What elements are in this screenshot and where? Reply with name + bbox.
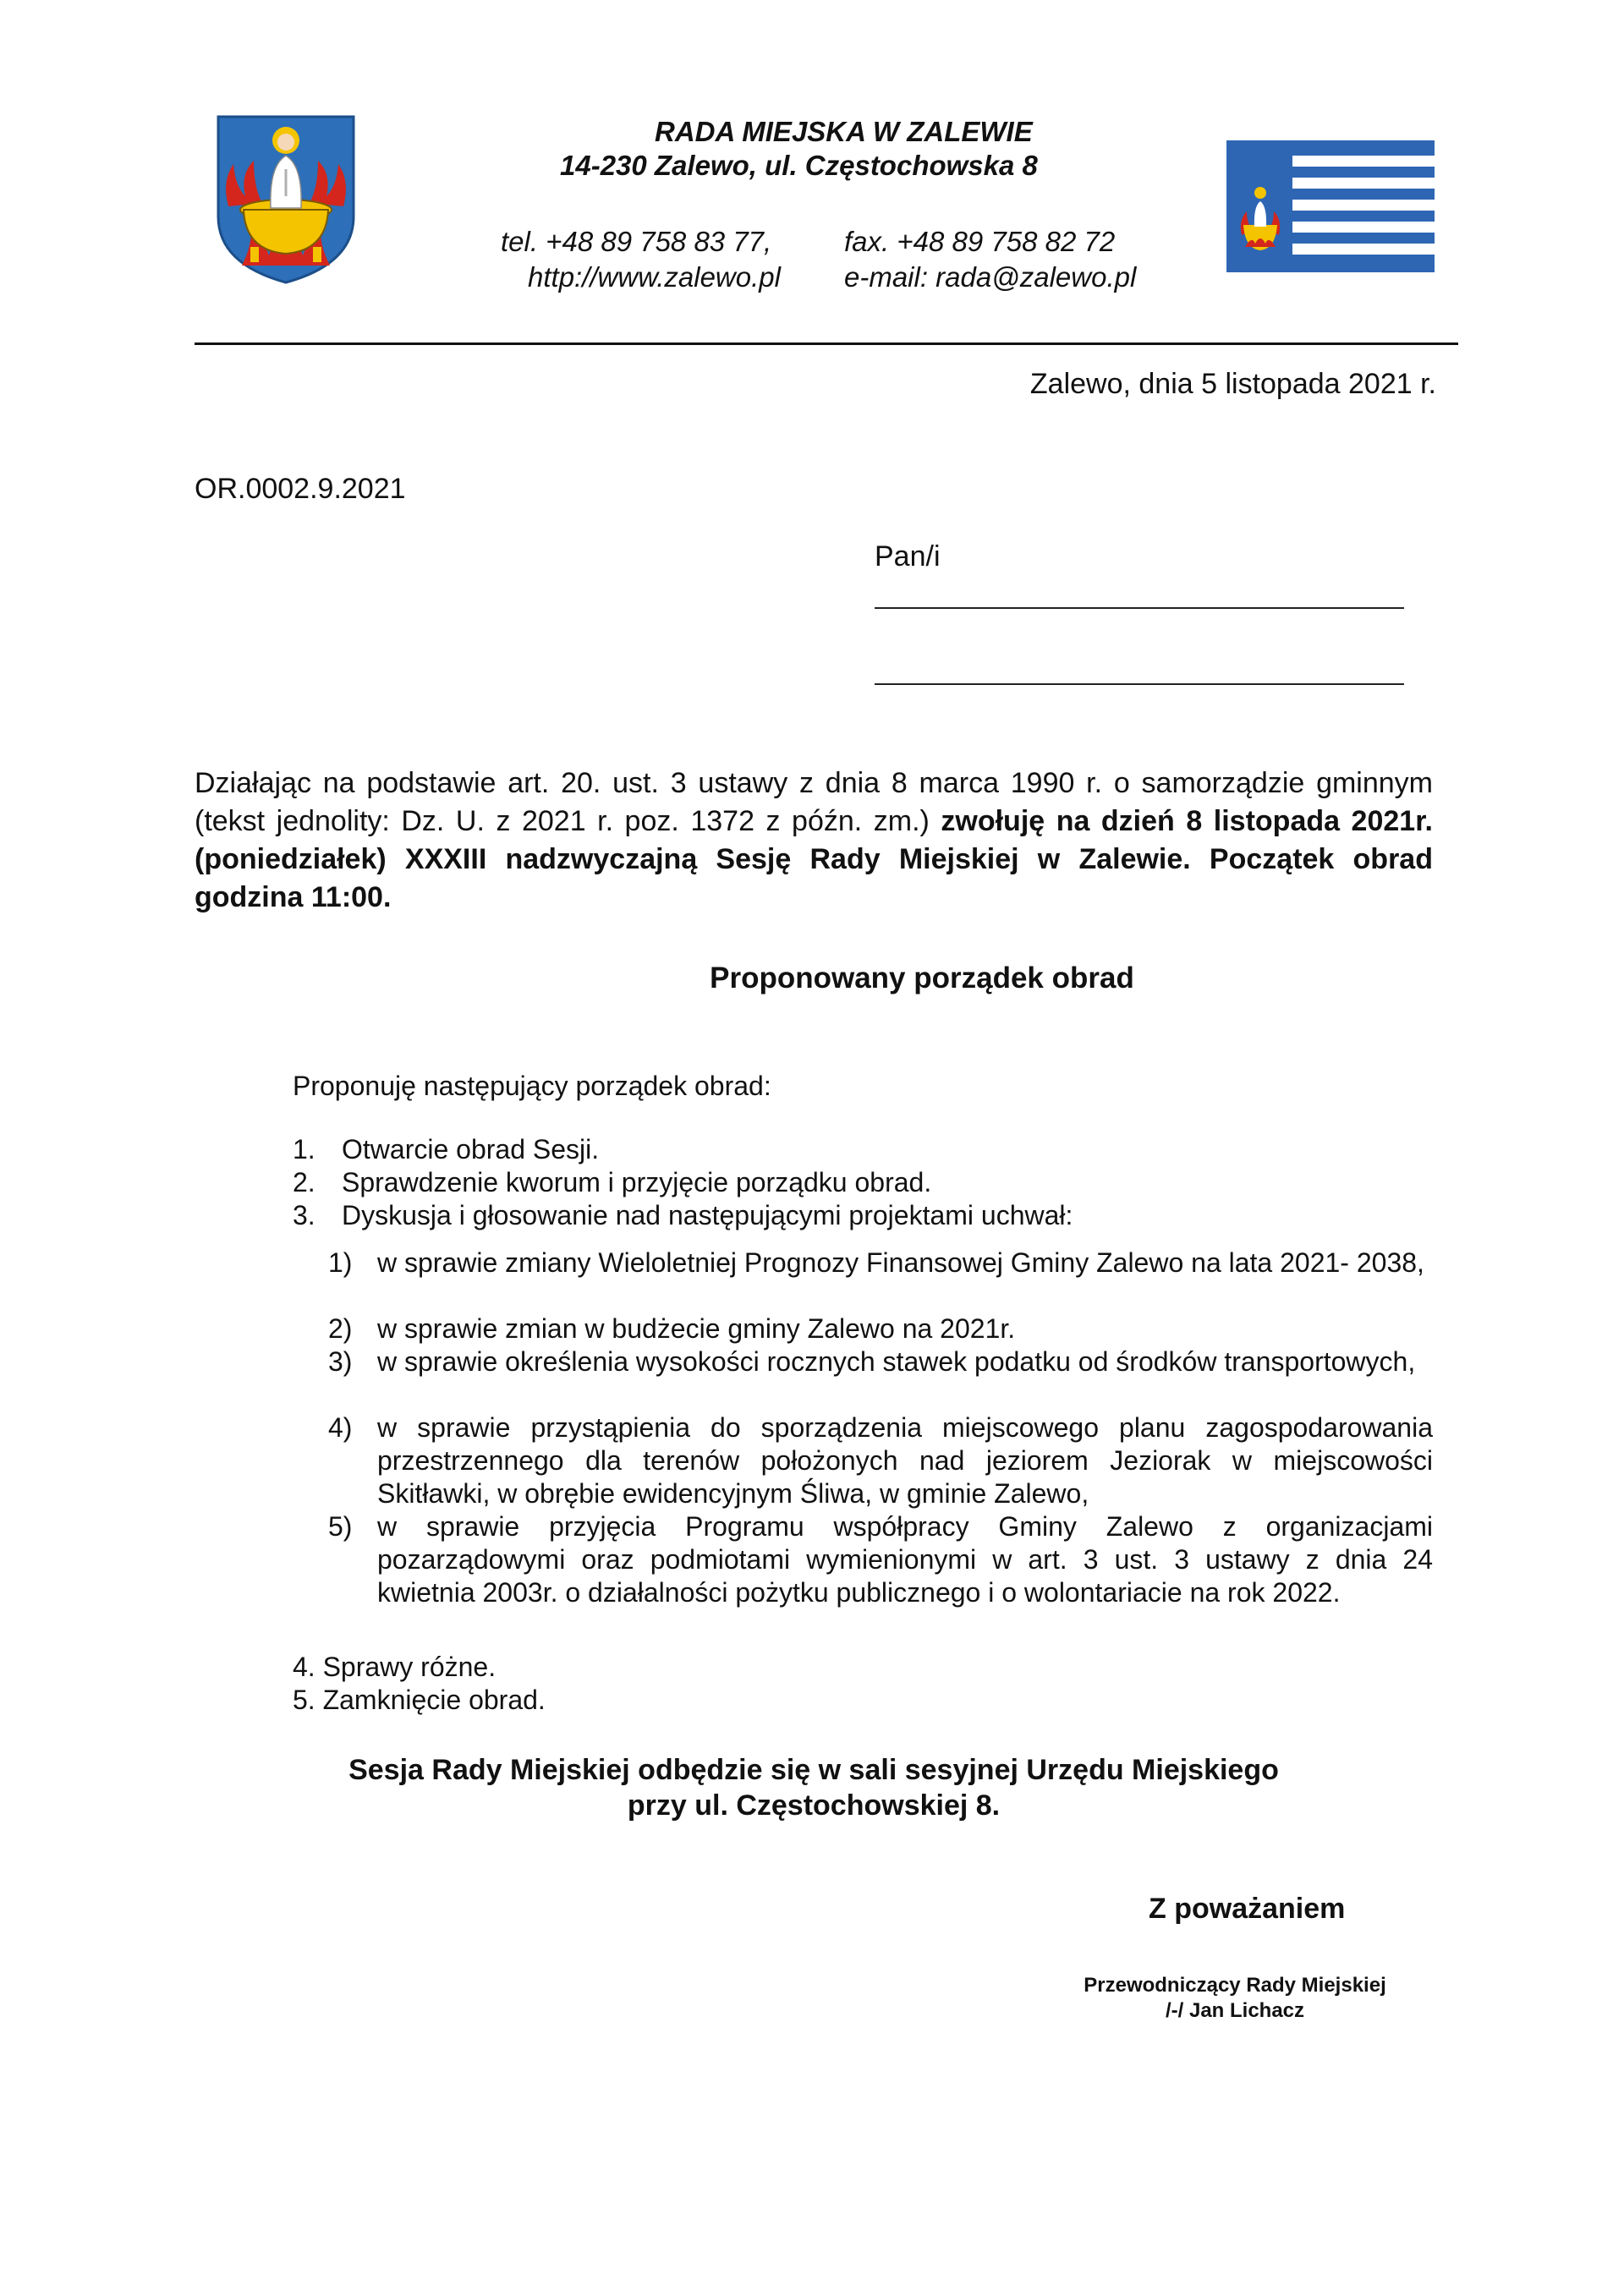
agenda-item-1 [293,1133,1426,1166]
agenda-subitem-3 [328,1345,1433,1378]
session-location-note [195,1752,1433,1823]
agenda-subitem-number: 4) [328,1412,353,1443]
signatory-name: /-/ Jan Lichacz [1165,1999,1305,2022]
agenda-subitem-text: w sprawie przyjęcia Programu współpracy Gminy Zalewo z organizacjami pozarządowymi oraz podmiotami wymienionymi w art. 3 ust. 3 ustawy z dnia 24 kwietnia 2003r. o działalności pożytku publicznego i o wolontariacie na rok 2022. [377,1511,1433,1608]
email-link[interactable]: e-mail: rada@zalewo.pl [844,261,1137,293]
agenda-lead: Proponuję następujący porządek obrad: [293,1071,771,1101]
agenda-item-4: 4. Sprawy różne. [293,1652,497,1682]
recipient-label: Pan/i [875,540,941,573]
agenda-item-number: 1. [293,1134,315,1164]
phone-number: tel. +48 89 758 83 77, [501,226,772,257]
convocation-paragraph [195,764,1433,917]
agenda-subitem-number: 5) [328,1511,353,1542]
letter-date: Zalewo, dnia 5 listopada 2021 r. [1029,368,1436,400]
session-location-line-2: przy ul. Częstochowskiej 8. [627,1789,1001,1822]
website-link[interactable]: http://www.zalewo.pl [528,261,781,293]
agenda-subitem-number: 1) [328,1247,353,1278]
coat-of-arms-logo [217,115,355,284]
reference-number: OR.0002.9.2021 [195,473,406,505]
agenda-subitem-5 [328,1510,1433,1609]
agenda-subitem-text: w sprawie przystąpienia do sporządzenia miejscowego planu zagospodarowania przestrzennego dla terenów położonych nad jeziorem Jeziorak w miejscowości Skitławki, w obrębie ewidencyjnym Śliwa, w gminie Zalewo, [377,1412,1433,1509]
regards-text: Z poważaniem [1149,1893,1346,1925]
agenda-subitem-number: 2) [328,1313,353,1344]
org-address: 14-230 Zalewo, ul. Częstochowska 8 [560,150,1038,181]
agenda-subitem-number: 3) [328,1346,353,1377]
agenda-subitem-text: w sprawie zmian w budżecie gminy Zalewo na 2021r. [377,1313,1016,1344]
agenda-item-text: Dyskusja i głosowanie nad następującymi projektami uchwał: [342,1200,1073,1230]
convocation-announcement: zwołuję na dzień 8 listopada 2021r. (poniedziałek) XXXIII nadzwyczajną Sesję Rady Miejskiej w Zalewie. Początek obrad godzina 11:00. [195,805,1433,913]
agenda-item-5: 5. Zamknięcie obrad. [293,1685,546,1715]
convocation-legal-basis: Działając na podstawie art. 20. ust. 3 ustawy z dnia 8 marca 1990 r. o samorządzie gminnym (tekst jednolity: Dz. U. z 2021 r. poz. 1372 z późn. zm.) [195,767,1433,837]
org-name: RADA MIEJSKA W ZALEWIE [655,116,1033,147]
agenda-subitem-1 [328,1247,1433,1280]
agenda-item-2 [293,1166,1426,1199]
agenda-subitem-text: w sprawie zmiany Wieloletniej Prognozy Finansowej Gminy Zalewo na lata 2021- 2038, [377,1247,1424,1278]
agenda-item-text: Sprawdzenie kworum i przyjęcie porządku obrad. [342,1167,932,1197]
session-location-line-1: Sesja Rady Miejskiej odbędzie się w sali sesyjnej Urzędu Miejskiego [348,1754,1279,1786]
agenda-subitem-4 [328,1411,1433,1510]
fax-number: fax. +48 89 758 82 72 [844,226,1116,257]
agenda-item-number: 2. [293,1167,315,1197]
recipient-blank-line-2 [875,683,1404,685]
agenda-title: Proponowany porządek obrad [710,962,1134,995]
signatory-title: Przewodniczący Rady Miejskiej [1084,1974,1386,1997]
header-divider [195,342,1458,345]
agenda-item-number: 3. [293,1200,315,1230]
agenda-item-text: Otwarcie obrad Sesji. [342,1134,600,1164]
municipal-flag-logo [1226,140,1435,272]
agenda-subitem-2 [328,1312,1433,1345]
agenda-subitem-text: w sprawie określenia wysokości rocznych stawek podatku od środków transportowych, [377,1346,1416,1377]
agenda-item-3 [293,1199,1426,1232]
recipient-blank-line-1 [875,607,1404,609]
signature-block [1023,1973,1446,2024]
